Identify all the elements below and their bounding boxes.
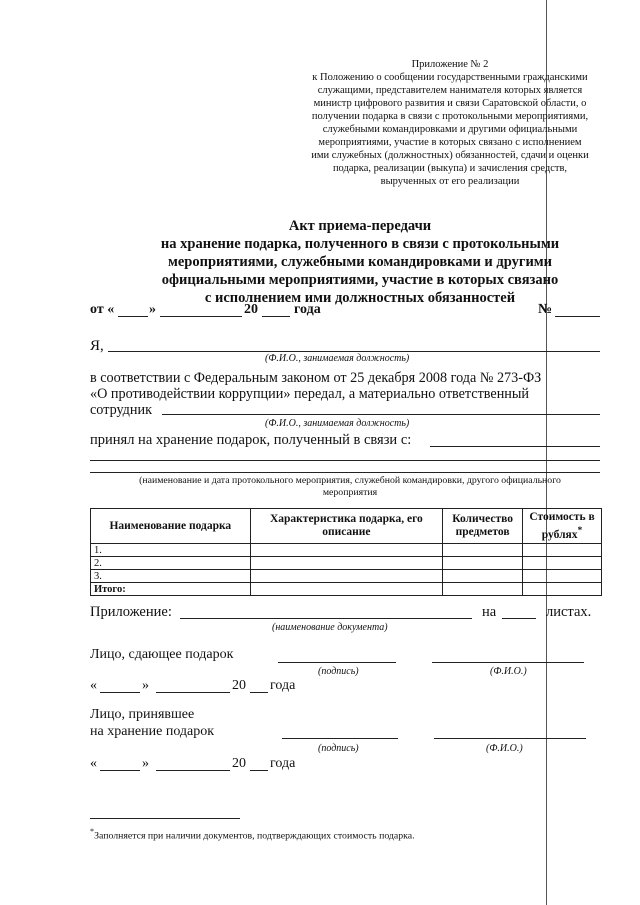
receiver-label-line: Лицо, принявшее: [90, 707, 195, 722]
col-header-quantity: Количество предметов: [443, 509, 523, 544]
giver-signature-caption: (подпись): [318, 666, 359, 677]
year-field[interactable]: [262, 316, 290, 317]
table-total-row: [91, 583, 602, 596]
title-line: мероприятиями, служебными командировками и другими: [167, 254, 553, 270]
table-cell[interactable]: [443, 544, 523, 557]
act-number-field[interactable]: [555, 316, 600, 317]
law-line: «О противодействии коррупции» передал, а материально ответственный: [90, 386, 530, 402]
giver-date-open-quote: «: [90, 678, 97, 693]
total-label: Итого:: [91, 583, 251, 596]
giver-year-suffix: года: [270, 678, 296, 693]
table-cell[interactable]: [443, 570, 523, 583]
receiver-year-field[interactable]: [250, 770, 268, 771]
footnote-mark: *: [577, 524, 583, 536]
receiver-name-field[interactable]: [434, 738, 586, 739]
receiver-signature-caption: (подпись): [318, 743, 359, 754]
year-suffix: года: [294, 302, 321, 317]
attachment-label: Приложение:: [90, 604, 172, 620]
title-line: с исполнением ими должностных обязанностей: [204, 290, 516, 306]
appendix-line: служащими, представителем нанимателя которых является: [317, 85, 583, 96]
attachment-doc-field[interactable]: [180, 618, 472, 619]
employee-name-field[interactable]: [162, 414, 600, 415]
table-cell[interactable]: [250, 557, 443, 570]
law-line: сотрудник: [90, 402, 152, 418]
occasion-field-2[interactable]: [90, 460, 600, 461]
occasion-caption: [100, 475, 600, 499]
receiver-label-line: на хранение подарок: [90, 724, 215, 739]
receiver-day-field[interactable]: [100, 770, 140, 771]
footnote-separator: [90, 818, 240, 819]
receiver-name-caption: (Ф.И.О.): [486, 743, 523, 754]
col-header-description: Характеристика подарка, его описание: [250, 509, 443, 544]
title-line: Акт приема-передачи: [288, 218, 432, 234]
sheets-count-field[interactable]: [502, 618, 536, 619]
footnote: [90, 827, 415, 841]
table-row: [91, 570, 602, 583]
row-number[interactable]: 3.: [91, 570, 251, 583]
giver-date-close-quote: »: [142, 678, 149, 693]
person-caption: (Ф.И.О., занимаемая должность): [265, 353, 410, 364]
appendix-line: служебными командировками и другими официальными: [322, 124, 578, 135]
receiver-date-open-quote: «: [90, 756, 97, 771]
attachment-on: на: [482, 604, 497, 620]
table-cell[interactable]: [250, 570, 443, 583]
person-name-field[interactable]: [108, 351, 600, 352]
appendix-title: Приложение № 2: [411, 59, 489, 70]
accepted-text: принял на хранение подарок, полученный в связи с:: [90, 432, 412, 448]
table-cell[interactable]: [443, 583, 523, 596]
appendix-line: подарка, реализации (выкупа) и зачисления средств,: [332, 163, 568, 174]
appendix-line: мероприятиями, участие в которых связано с исполнением: [318, 137, 582, 148]
appendix-line: министр цифрового развития и связи Саратовской области, о: [313, 98, 587, 109]
occasion-caption-line: (наименование и дата протокольного мероприятия, служебной командировки, другого официального: [139, 475, 561, 486]
footnote-mark: *: [90, 827, 95, 836]
attachment-sheets: листах.: [546, 604, 592, 620]
footnote-text: Заполняется при наличии документов, подтверждающих стоимость подарка.: [94, 830, 415, 842]
document-title: [100, 217, 620, 307]
table-cell[interactable]: [250, 583, 443, 596]
table-row: [91, 557, 602, 570]
receiver-year-prefix: 20: [232, 756, 246, 771]
date-close-quote: »: [149, 302, 156, 317]
title-line: на хранение подарка, полученного в связи с протокольными: [160, 236, 560, 252]
giver-signature-field[interactable]: [278, 662, 396, 663]
table-cell[interactable]: [523, 583, 602, 596]
law-line: в соответствии с Федеральным законом от 25 декабря 2008 года № 273-ФЗ: [90, 370, 542, 386]
number-sign: №: [538, 302, 553, 317]
gifts-table: [90, 508, 602, 596]
col-header-name: Наименование подарка: [91, 509, 251, 544]
giver-day-field[interactable]: [100, 692, 140, 693]
appendix-line: ими служебных (должностных) обязанностей, сдачи и оценки: [311, 150, 589, 161]
employee-caption: (Ф.И.О., занимаемая должность): [265, 418, 410, 429]
col-header-value-text: Стоимость в рублях: [529, 510, 595, 541]
occasion-caption-line: мероприятия: [322, 487, 378, 498]
title-line: официальными мероприятиями, участие в которых связано: [161, 272, 559, 288]
date-from: от «: [90, 302, 115, 317]
receiver-signature-field[interactable]: [282, 738, 398, 739]
attachment-caption: (наименование документа): [272, 622, 388, 633]
giver-year-field[interactable]: [250, 692, 268, 693]
month-field[interactable]: [160, 316, 242, 317]
appendix-line: к Положению о сообщении государственными гражданскими: [312, 72, 588, 83]
table-cell[interactable]: [250, 544, 443, 557]
table-cell[interactable]: [523, 544, 602, 557]
receiver-year-suffix: года: [270, 756, 296, 771]
ya-label: Я,: [90, 338, 104, 354]
receiver-month-field[interactable]: [156, 770, 230, 771]
row-number[interactable]: 1.: [91, 544, 251, 557]
day-field[interactable]: [118, 316, 148, 317]
occasion-field-3[interactable]: [90, 472, 600, 473]
row-number[interactable]: 2.: [91, 557, 251, 570]
giver-name-field[interactable]: [432, 662, 584, 663]
appendix-block: [300, 58, 600, 188]
giver-year-prefix: 20: [232, 678, 246, 693]
year-prefix: 20: [244, 302, 258, 317]
table-cell[interactable]: [523, 570, 602, 583]
giver-label: Лицо, сдающее подарок: [90, 647, 234, 662]
giver-month-field[interactable]: [156, 692, 230, 693]
table-cell[interactable]: [523, 557, 602, 570]
appendix-line: получении подарка в связи с протокольными мероприятиями,: [311, 111, 589, 122]
table-cell[interactable]: [443, 557, 523, 570]
appendix-line: вырученных от его реализации: [380, 176, 520, 187]
col-header-value: [523, 509, 602, 544]
law-paragraph: [90, 370, 600, 418]
giver-name-caption: (Ф.И.О.): [490, 666, 527, 677]
table-header-row: [91, 509, 602, 544]
receiver-date-close-quote: »: [142, 756, 149, 771]
occasion-field-1[interactable]: [430, 446, 600, 447]
table-row: [91, 544, 602, 557]
